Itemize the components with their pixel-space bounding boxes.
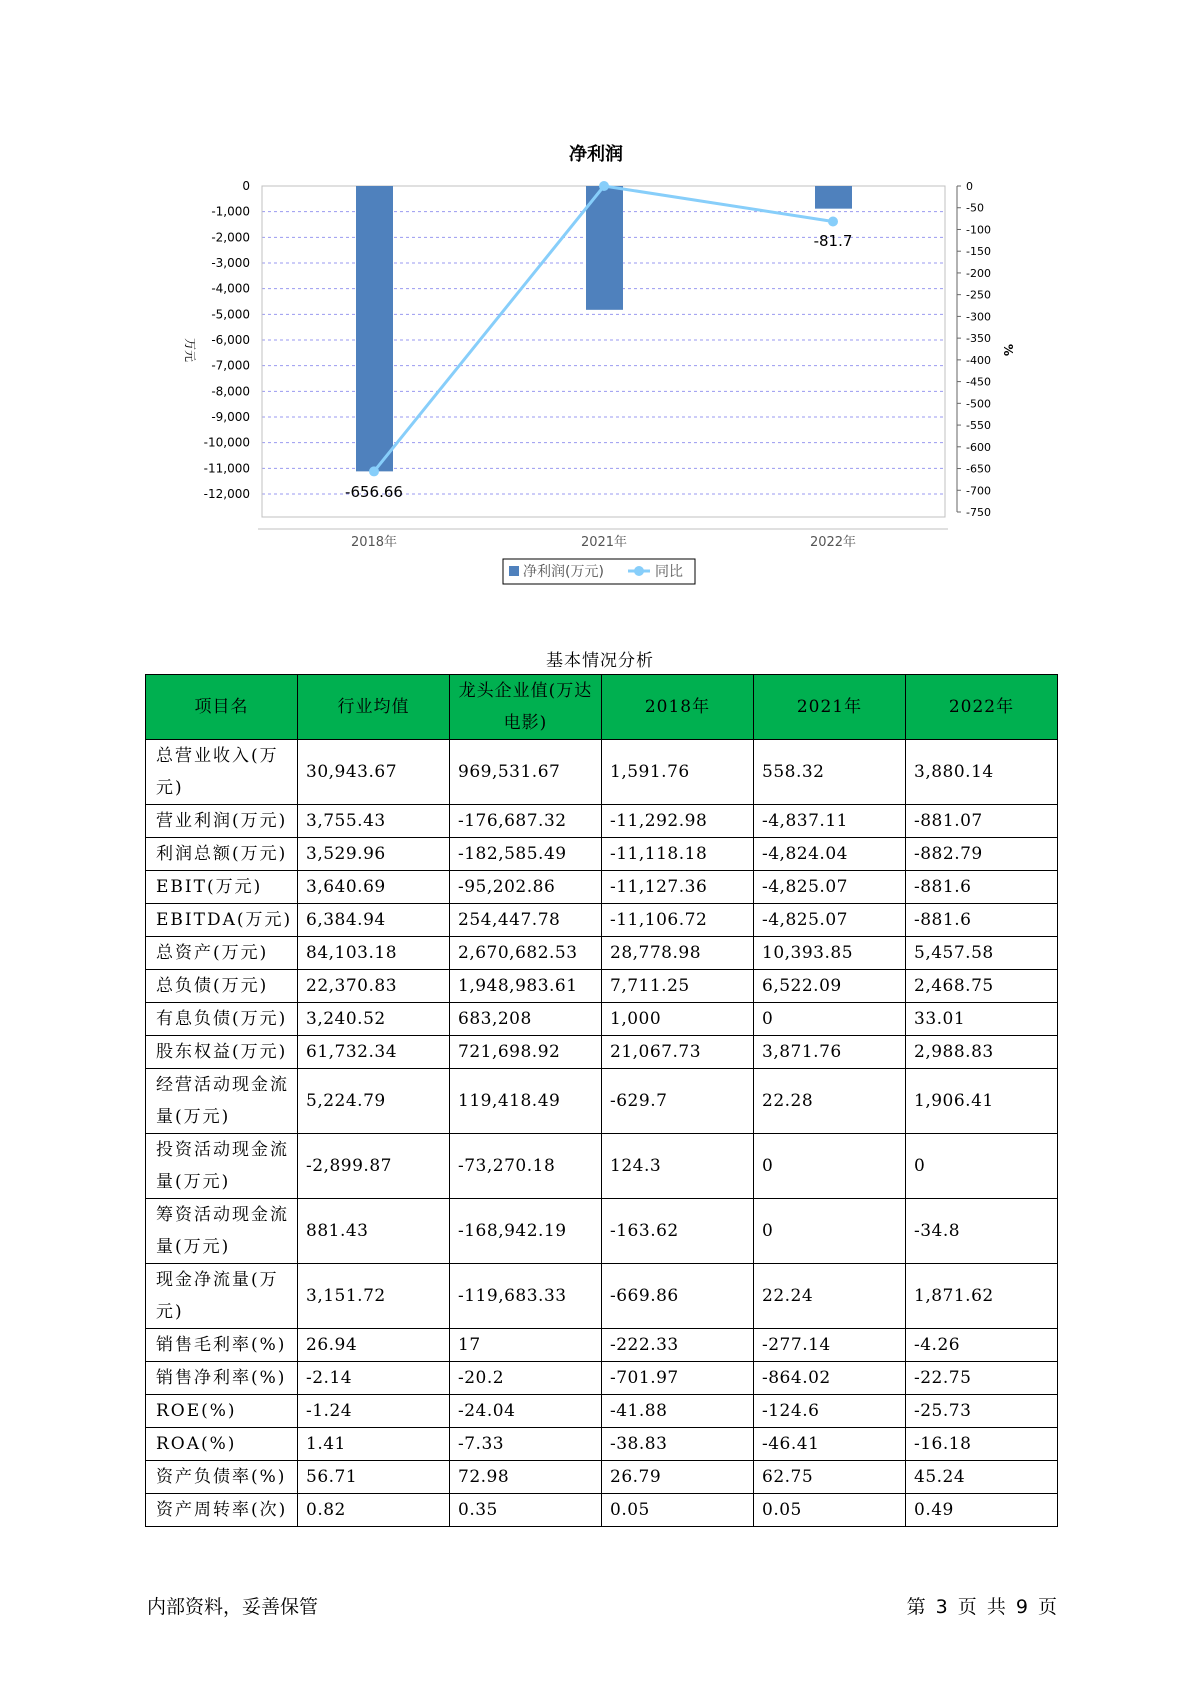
table-cell: 3,529.96 [298, 838, 450, 871]
table-cell: 1,906.41 [906, 1069, 1058, 1134]
y-left-tick-label: -7,000 [211, 358, 250, 373]
table-row [146, 1329, 1058, 1362]
row-label: 总资产(万元) [146, 937, 298, 970]
table-cell: -864.02 [754, 1362, 906, 1395]
y-right-tick-label: -450 [966, 375, 991, 389]
table-cell: -11,127.36 [602, 871, 754, 904]
table-cell: 1.41 [298, 1428, 450, 1461]
table-row [146, 1003, 1058, 1036]
row-label: 总负债(万元) [146, 970, 298, 1003]
table-cell: 0 [906, 1134, 1058, 1199]
table-cell: -701.97 [602, 1362, 754, 1395]
table-cell: 45.24 [906, 1461, 1058, 1494]
table-cell: -168,942.19 [450, 1199, 602, 1264]
point-yoy [828, 217, 838, 227]
x-tick-label: 2021年 [580, 535, 628, 550]
y-right-tick-label: 0 [966, 180, 973, 193]
row-label: 股东权益(万元) [146, 1036, 298, 1069]
y-right-tick-label: -100 [966, 223, 991, 237]
y-right-tick-label: -400 [966, 353, 991, 367]
table-cell: -25.73 [906, 1395, 1058, 1428]
y-left-tick-label: -3,000 [211, 256, 250, 270]
table-cell: -4,837.11 [754, 805, 906, 838]
row-label: EBITDA(万元) [146, 904, 298, 937]
table-row [146, 1264, 1058, 1329]
bar-net-profit [815, 186, 852, 209]
table-cell: -4,825.07 [754, 871, 906, 904]
table-cell: -34.8 [906, 1199, 1058, 1264]
table-cell: -882.79 [906, 838, 1058, 871]
table-cell: -669.86 [602, 1264, 754, 1329]
table-body [146, 740, 1058, 1527]
table-cell: 3,755.43 [298, 805, 450, 838]
point-yoy [599, 181, 609, 191]
y-right-tick-label: -600 [966, 440, 991, 454]
table-row [146, 838, 1058, 871]
y-left-tick-label: -5,000 [211, 307, 250, 322]
table-header-cell: 行业均值 [298, 675, 450, 740]
point-yoy [369, 466, 379, 476]
table-cell: -38.83 [602, 1428, 754, 1461]
table-cell: -629.7 [602, 1069, 754, 1134]
table-cell: 881.43 [298, 1199, 450, 1264]
table-row [146, 1395, 1058, 1428]
table-cell: -24.04 [450, 1395, 602, 1428]
table-cell: -881.6 [906, 871, 1058, 904]
row-label: EBIT(万元) [146, 871, 298, 904]
chart-title: 净利润 [569, 144, 623, 165]
table-cell: 3,240.52 [298, 1003, 450, 1036]
table-cell: 721,698.92 [450, 1036, 602, 1069]
table-cell: -163.62 [602, 1199, 754, 1264]
row-label: ROE(%) [146, 1395, 298, 1428]
legend-label-net-profit: 净利润(万元) [523, 564, 604, 580]
y-right-tick-label: -250 [966, 288, 991, 302]
table-cell: -277.14 [754, 1329, 906, 1362]
row-label: ROA(%) [146, 1428, 298, 1461]
table-cell: -222.33 [602, 1329, 754, 1362]
row-label: 营业利润(万元) [146, 805, 298, 838]
y-left-tick-label: -4,000 [211, 281, 250, 296]
y-left-tick-label: -10,000 [203, 435, 250, 450]
y-right-tick-label: -700 [966, 484, 991, 498]
y-left-tick-label: -1,000 [211, 204, 250, 219]
table-cell: -119,683.33 [450, 1264, 602, 1329]
table-cell: 3,871.76 [754, 1036, 906, 1069]
table-cell: 22,370.83 [298, 970, 450, 1003]
table-cell: 124.3 [602, 1134, 754, 1199]
x-tick-label: 2022年 [809, 535, 857, 550]
table-cell: 30,943.67 [298, 740, 450, 805]
row-label: 销售净利率(%) [146, 1362, 298, 1395]
table-cell: -7.33 [450, 1428, 602, 1461]
table-row [146, 1199, 1058, 1264]
table-cell: -2,899.87 [298, 1134, 450, 1199]
table-cell: 0.35 [450, 1494, 602, 1527]
table-cell: 0.05 [754, 1494, 906, 1527]
table-cell: -41.88 [602, 1395, 754, 1428]
row-label: 资产周转率(次) [146, 1494, 298, 1527]
table-cell: -20.2 [450, 1362, 602, 1395]
table-cell: 3,151.72 [298, 1264, 450, 1329]
table-row [146, 805, 1058, 838]
table-cell: 254,447.78 [450, 904, 602, 937]
table-cell: 0.82 [298, 1494, 450, 1527]
table-cell: 22.24 [754, 1264, 906, 1329]
table-cell: 0.05 [602, 1494, 754, 1527]
table-row [146, 1134, 1058, 1199]
table-cell: 2,468.75 [906, 970, 1058, 1003]
row-label: 投资活动现金流量(万元) [146, 1134, 298, 1199]
basic-analysis-table [145, 674, 1058, 1527]
table-row [146, 1069, 1058, 1134]
y-left-tick-label: -11,000 [203, 461, 250, 476]
row-label: 现金净流量(万元) [146, 1264, 298, 1329]
table-cell: 1,000 [602, 1003, 754, 1036]
table-header-cell: 2022年 [906, 675, 1058, 740]
table-cell: -176,687.32 [450, 805, 602, 838]
table-cell: 2,988.83 [906, 1036, 1058, 1069]
table-cell: 62.75 [754, 1461, 906, 1494]
table-cell: 0 [754, 1199, 906, 1264]
table-cell: 21,067.73 [602, 1036, 754, 1069]
y-left-tick-label: -6,000 [211, 333, 250, 347]
table-header-row [146, 675, 1058, 740]
table-cell: -1.24 [298, 1395, 450, 1428]
table-cell: -4.26 [906, 1329, 1058, 1362]
table-cell: 28,778.98 [602, 937, 754, 970]
table-row [146, 970, 1058, 1003]
table-cell: -95,202.86 [450, 871, 602, 904]
table-cell: -4,824.04 [754, 838, 906, 871]
table-cell: 61,732.34 [298, 1036, 450, 1069]
table-cell: 72.98 [450, 1461, 602, 1494]
table-row [146, 740, 1058, 805]
table-header-cell: 项目名 [146, 675, 298, 740]
table-cell: 22.28 [754, 1069, 906, 1134]
table-row [146, 1428, 1058, 1461]
table-cell: 6,522.09 [754, 970, 906, 1003]
table-cell: 1,948,983.61 [450, 970, 602, 1003]
table-cell: -46.41 [754, 1428, 906, 1461]
table-cell: 3,880.14 [906, 740, 1058, 805]
bar-net-profit [356, 186, 393, 471]
row-label: 资产负债率(%) [146, 1461, 298, 1494]
table-row [146, 1036, 1058, 1069]
table-row [146, 1494, 1058, 1527]
table-cell: 84,103.18 [298, 937, 450, 970]
table-cell: 3,640.69 [298, 871, 450, 904]
row-label: 筹资活动现金流量(万元) [146, 1199, 298, 1264]
table-cell: -124.6 [754, 1395, 906, 1428]
table-cell: 26.94 [298, 1329, 450, 1362]
table-cell: 0 [754, 1003, 906, 1036]
y-right-tick-label: -500 [966, 397, 991, 411]
net-profit-chart [0, 0, 1191, 600]
table-cell: 0.49 [906, 1494, 1058, 1527]
data-label: -656.66 [345, 483, 403, 501]
table-cell: 17 [450, 1329, 602, 1362]
table-row [146, 871, 1058, 904]
table-cell: -73,270.18 [450, 1134, 602, 1199]
y-right-tick-label: -650 [966, 462, 991, 476]
table-cell: 7,711.25 [602, 970, 754, 1003]
table-cell: -4,825.07 [754, 904, 906, 937]
table-cell: -11,292.98 [602, 805, 754, 838]
y-right-axis-title: % [1001, 343, 1015, 357]
row-label: 利润总额(万元) [146, 838, 298, 871]
y-right-tick-label: -350 [966, 332, 991, 346]
table-cell: 2,670,682.53 [450, 937, 602, 970]
table-row [146, 1362, 1058, 1395]
y-left-tick-label: 0 [242, 179, 250, 193]
table-cell: 969,531.67 [450, 740, 602, 805]
table-header-cell: 2018年 [602, 675, 754, 740]
x-tick-label: 2018年 [350, 535, 398, 550]
table-cell: 5,224.79 [298, 1069, 450, 1134]
y-right-tick-label: -50 [966, 201, 984, 215]
table-cell: 26.79 [602, 1461, 754, 1494]
table-cell: 683,208 [450, 1003, 602, 1036]
table-cell: -11,106.72 [602, 904, 754, 937]
chart-canvas [0, 0, 1191, 600]
data-label: -81.7 [813, 232, 853, 250]
y-right-tick-label: -150 [966, 245, 991, 259]
table-cell: 1,871.62 [906, 1264, 1058, 1329]
y-left-tick-label: -12,000 [203, 487, 250, 501]
table-header-cell: 2021年 [754, 675, 906, 740]
table-cell: 5,457.58 [906, 937, 1058, 970]
table-row [146, 1461, 1058, 1494]
y-right-tick-label: -550 [966, 419, 991, 433]
table-cell: -22.75 [906, 1362, 1058, 1395]
y-right-tick-label: -750 [966, 506, 991, 519]
y-left-tick-label: -9,000 [211, 410, 250, 424]
footer-confidential-note: 内部资料，妥善保管 [147, 1596, 319, 1618]
table-cell: 10,393.85 [754, 937, 906, 970]
table-caption: 基本情况分析 [546, 651, 654, 671]
y-right-tick-label: -200 [966, 266, 991, 280]
table-cell: 1,591.76 [602, 740, 754, 805]
legend-swatch-bar [509, 566, 519, 576]
table-cell: -182,585.49 [450, 838, 602, 871]
table-cell: -881.07 [906, 805, 1058, 838]
table-header-cell: 龙头企业值(万达电影) [450, 675, 602, 740]
row-label: 销售毛利率(%) [146, 1329, 298, 1362]
row-label: 总营业收入(万元) [146, 740, 298, 805]
table-cell: -881.6 [906, 904, 1058, 937]
legend-label-yoy: 同比 [655, 564, 683, 580]
table-cell: 0 [754, 1134, 906, 1199]
table-row [146, 904, 1058, 937]
y-left-axis-title: 万元 [183, 337, 197, 363]
footer-page-number: 第 3 页 共 9 页 [906, 1596, 1057, 1618]
table-cell: -16.18 [906, 1428, 1058, 1461]
row-label: 有息负债(万元) [146, 1003, 298, 1036]
y-left-tick-label: -8,000 [211, 384, 250, 399]
row-label: 经营活动现金流量(万元) [146, 1069, 298, 1134]
table-cell: 119,418.49 [450, 1069, 602, 1134]
table-cell: 558.32 [754, 740, 906, 805]
table-row [146, 937, 1058, 970]
table-cell: 33.01 [906, 1003, 1058, 1036]
y-left-tick-label: -2,000 [211, 230, 250, 245]
legend-swatch-point [634, 566, 644, 576]
table-cell: -2.14 [298, 1362, 450, 1395]
y-right-tick-label: -300 [966, 310, 991, 324]
table-cell: 56.71 [298, 1461, 450, 1494]
table-cell: 6,384.94 [298, 904, 450, 937]
table-cell: -11,118.18 [602, 838, 754, 871]
bar-net-profit [586, 186, 623, 310]
